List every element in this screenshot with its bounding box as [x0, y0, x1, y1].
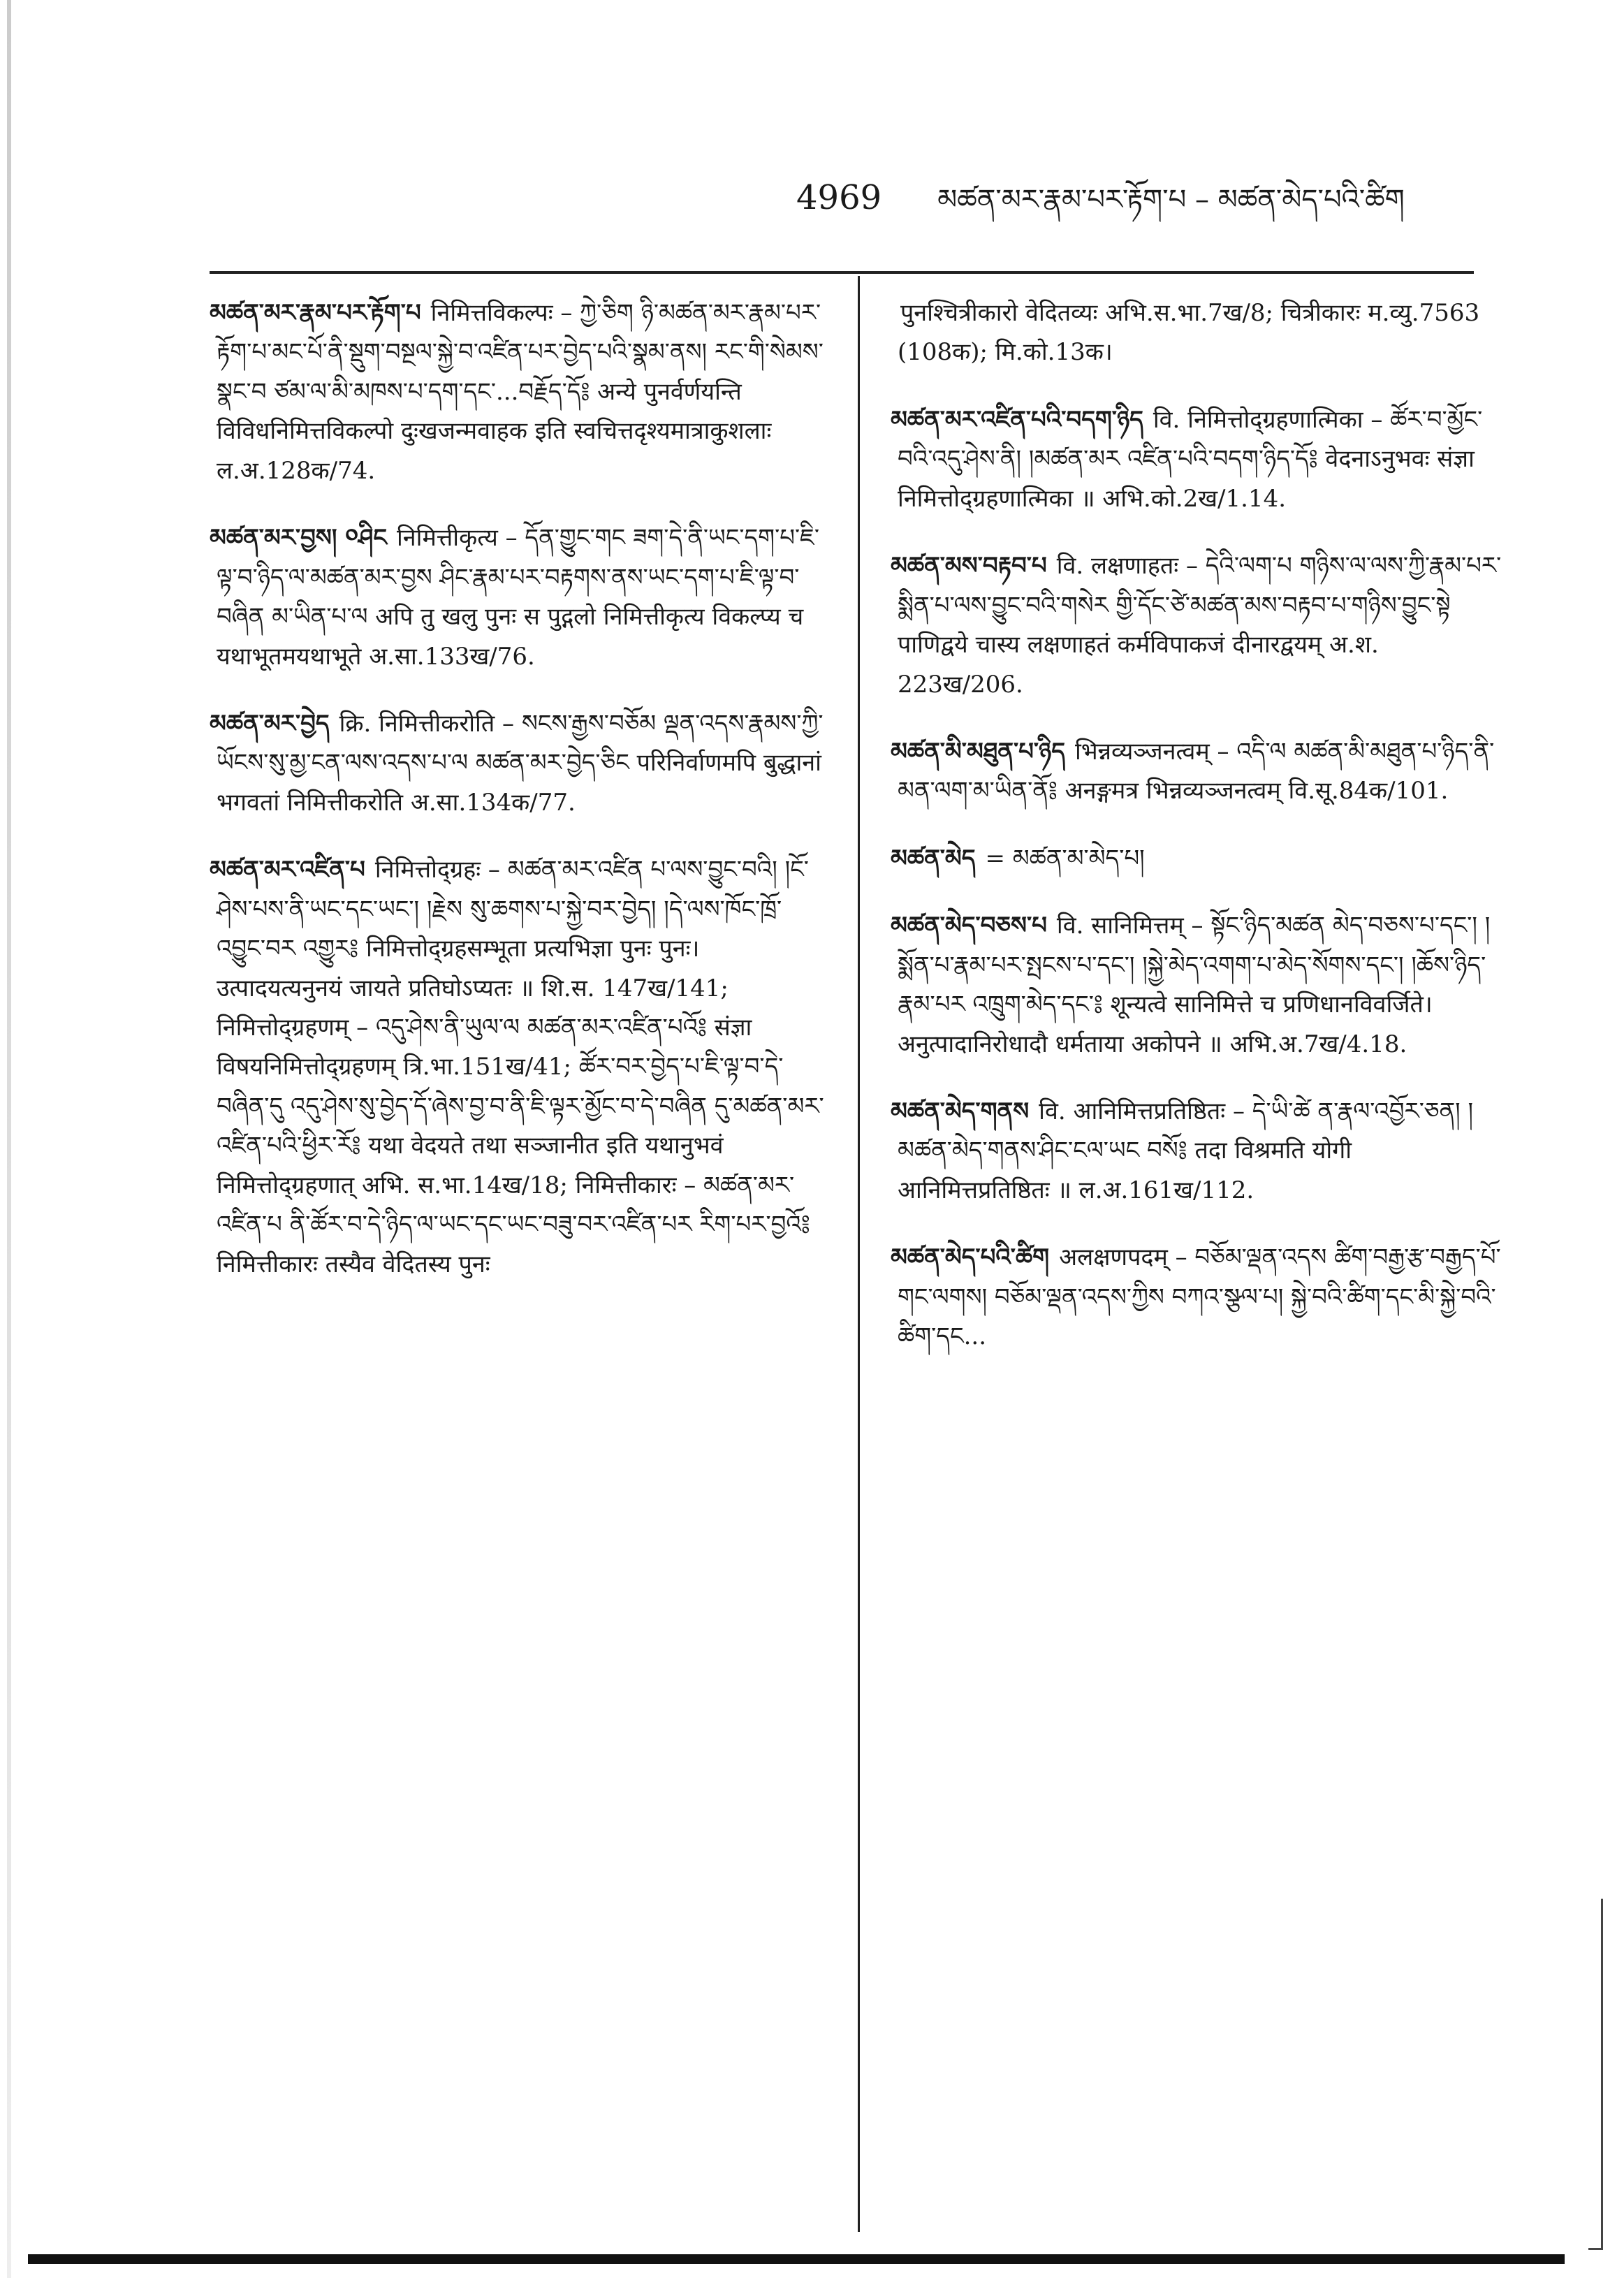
entry-headword: མཚན་མར་འཛིན་པ: [210, 856, 365, 884]
entry-headword: མཚན་མར་བྱས། ༠ཤིང: [210, 524, 387, 553]
entry-headword: མཚན་མར་བྱེད: [210, 709, 330, 738]
entry-body: वि. आनिमित्तप्रतिष्ठितः – དེ་ཡི་ཚེ ན་རྣལ་འབྱོར་ཅན། །མཚན་མེད་གནས་ཤིང་ངལ་ཡང བསོ༔ तदा विश्रमति योगी आनिमित्तप्रतिष्ठितः ॥ ल.अ.161ख/112.: [898, 1097, 1474, 1204]
entry-headword: མཚན་མི་མཐུན་པ་ཉིད: [891, 737, 1065, 766]
entry-body: निमित्तोद्ग्रहः – མཚན་མར་འཛིན པ་ལས་བྱུང་བའི། །ངོ་ཤེས་པས་ནི་ཡང་དང་ཡང་། །རྗེས སུ་ཆགས་པ་སྐྱེ་བར་བྱེད། །དེ་ལས་ཁོང་ཁྲོ་འབྱུང་བར འགྱུར༔ निमित्तोद्ग्रहसम्भूता प्रत्यभिज्ञा पुनः पुनः। उत्पादयत्यनुनयं जायते प्रतिघोऽप्यतः ॥ शि.स. 147ख/141; निमित्तोद्ग्रहणम् – འདུ་ཤེས་ནི་ཡུལ་ལ མཚན་མར་འཛིན་པའོ༔ संज्ञा विषयनिमित्तोद्ग्रहणम् त्रि.भा.151ख/41; ཚོར་བར་བྱེད་པ་ཇི་ལྟ་བ་དེ་བཞིན་དུ འདུ་ཤེས་སུ་བྱེད་དོ་ཞེས་བྱ་བ་ནི་ཇི་ལྟར་མྱོང་བ་དེ་བཞིན དུ་མཚན་མར་འཛིན་པའི་ཕྱིར་རོ༔ यथा वेदयते तथा सञ्जानीत इति यथानुभवं निमित्तोद्ग्रहणात् अभि. स.भा.14ख/18; निमित्तीकारः – མཚན་མར་འཛིན་པ ནི་ཚོར་བ་དེ་ཉིད་ལ་ཡང་དང་ཡང་བཟུ་བར་འཛིན་པར རིག་པར་བྱའོ༔ निमित्तीकारः तस्यैव वेदितस्य पुनः: [217, 856, 824, 1278]
entry-body: भिन्नव्यञ्जनत्वम् – འདི་ལ མཚན་མི་མཐུན་པ་ཉིད་ནི་མན་ལག་མ་ཡིན་ནོ༔ अनङ्गमत्र भिन्नव्यञ्जनत्वम् वि.सू.84क/101.: [898, 737, 1495, 805]
entry-headword: མཚན་མེད: [891, 844, 976, 872]
dictionary-entry: [891, 1092, 1505, 1210]
page-header: [796, 168, 1495, 224]
header-rule: [210, 271, 1474, 274]
entry-body: = མཚན་མ་མེད་པ།: [985, 844, 1145, 872]
entry-headword: མཚན་མེད་པའི་ཚིག: [891, 1243, 1050, 1272]
entry-body: अलक्षणपदम् – བཅོམ་ལྡན་འདས ཚིག་བརྒྱ་རྩ་བརྒྱད་པོ་གང་ལགས། བཅོམ་ལྡན་འདས་ཀྱིས བཀའ་སྩལ་པ། སྐྱེ་བའི་ཚིག་དང་མི་སྐྱེ་བའི་ཚིག་དང...: [898, 1243, 1501, 1351]
dictionary-entry: [891, 906, 1505, 1064]
dictionary-entry: [210, 704, 824, 822]
dictionary-entry: [891, 400, 1505, 518]
dictionary-entry: [891, 1238, 1505, 1356]
entry-body: निमित्तविकल्पः – ཀྱེ་ཅིག ཉི་མཚན་མར་རྣམ་པར་རྟོག་པ་མང་པོ་ནི་སྡུག་བསྔལ་སྐྱེ་བ་འཛིན་པར་བྱེད་པའི་སྣམ་ནས། རང་གི་སེམས་སྣང་བ ཙམ་ལ་མི་མཁས་པ་དག་དང་...བརྗོད་དོ༔ अन्ये पुनर्वर्णयन्ति विविधनिमित्तविकल्पो दुःखजन्मवाहक इति स्वचित्तदृश्यमात्राकुशलाः ल.अ.128क/74.: [217, 299, 824, 485]
dictionary-entry: [210, 518, 824, 676]
left-column: [210, 293, 824, 1312]
entry-headword: མཚན་མར་འཛིན་པའི་བདག་ཉིད: [891, 405, 1143, 434]
entry-body: क्रि. निमित्तीकरोति – སངས་རྒྱས་བཅོམ ལྡན་འདས་རྣམས་ཀྱི་ཡོངས་སུ་མྱ་ངན་ལས་འདས་པ་ལ མཚན་མར་བྱེད་ཅིང परिनिर्वाणमपि बुद्धानां भगवतां निमित्तीकरोति अ.सा.134क/77.: [217, 709, 824, 817]
entry-body: पुनश्चित्रीकारो वेदितव्यः अभि.स.भा.7ख/8; चित्रीकारः म.व्यु.7563 (108क); मि.को.13क।: [898, 299, 1480, 367]
entry-body: वि. सानिमित्तम् – སྟོང་ཉིད་མཚན མེད་བཅས་པ་དང་། །སྨོན་པ་རྣམ་པར་སྤངས་པ་དང་། །སྐྱེ་མེད་འགག་པ་མེད་སོགས་དང་། །ཆོས་ཉིད་རྣམ་པར འཁྲུག་མེད་དང་༔ शून्यत्वे सानिमित्ते च प्रणिधानविवर्जिते। अनुत्पादानिरोधादौ धर्मताया अकोपने ॥ अभि.अ.7ख/4.18.: [898, 912, 1491, 1058]
column-divider: [858, 276, 860, 2232]
page-edge: [7, 0, 11, 2278]
dictionary-entry: [210, 850, 824, 1284]
entry-headword: མཚན་མེད་བཅས་པ: [891, 912, 1047, 940]
bottom-rule: [28, 2254, 1565, 2264]
scan-margin-mark: [1588, 1899, 1603, 2250]
page-number: 4969: [796, 178, 882, 217]
dictionary-entry: [891, 839, 1505, 878]
dictionary-entry: [891, 546, 1505, 704]
dictionary-entry: [210, 293, 824, 490]
entry-headword: མཚན་མར་རྣམ་པར་རྟོག་པ: [210, 299, 421, 327]
entry-body: वि. निमित्तोद्ग्रहणात्मिका – ཚོར་བ་མྱོང་བའི་འདུ་ཤེས་ནི། །མཚན་མར འཛིན་པའི་བདག་ཉིད་དོ༔ वेदनाऽनुभवः संज्ञा निमित्तोद्ग्रहणात्मिका ॥ अभि.को.2ख/1.14.: [898, 405, 1483, 513]
running-head: མཚན་མར་རྣམ་པར་རྟོག་པ – མཚན་མེད་པའི་ཚིག: [937, 184, 1405, 216]
dictionary-entry: [891, 293, 1505, 372]
entry-body: वि. लक्षणाहतः – དེའི་ལག་པ གཉིས་ལ་ལས་ཀྱི་རྣམ་པར་སྨིན་པ་ལས་བྱུང་བའི་གསེར གྱི་དོང་ཙེ་མཚན་མས་བརྟབ་པ་གཉིས་བྱུང་སྟེ पाणिद्वये चास्य लक्षणाहतं कर्मविपाकजं दीनारद्वयम् अ.श. 223ख/206.: [898, 552, 1502, 699]
entry-headword: མཚན་མེད་གནས: [891, 1097, 1030, 1125]
dictionary-entry: [891, 732, 1505, 811]
entry-body: निमित्तीकृत्य – དོན་གྱུང་གང ཟག་དེ་ནི་ཡང་དག་པ་ཇི་ལྟ་བ་ཉིད་ལ་མཚན་མར་བྱས ཤིང་རྣམ་པར་བརྟགས་ནས་ཡང་དག་པ་ཇི་ལྟ་བ་བཞིན མ་ཡིན་པ་ལ अपि तु खलु पुनः स पुद्गलो निमित्तीकृत्य विकल्प्य च यथाभूतमयथाभूते अ.सा.133ख/76.: [217, 524, 820, 671]
right-column: [891, 293, 1505, 1385]
entry-headword: མཚན་མས་བརྟབ་པ: [891, 552, 1047, 581]
